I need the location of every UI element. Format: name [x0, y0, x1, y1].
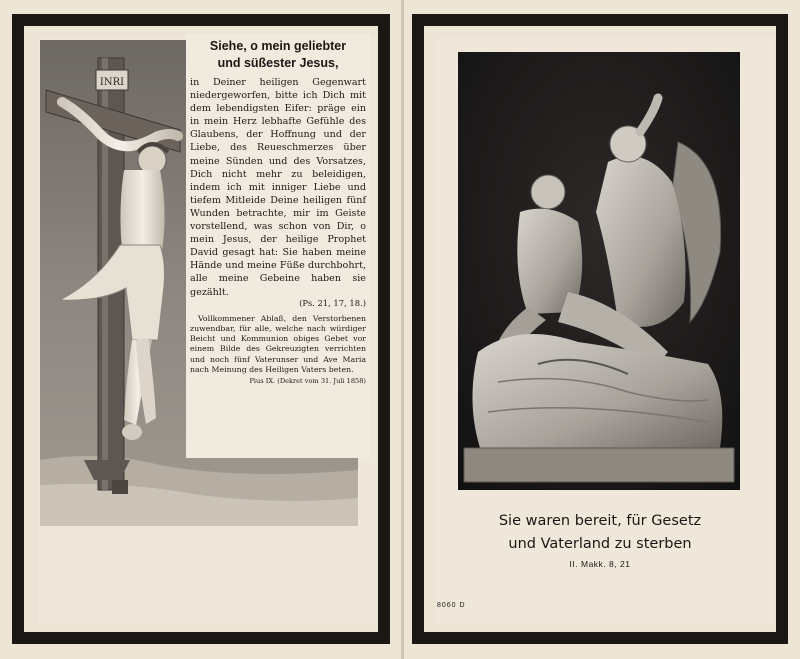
memorial-motto [440, 510, 760, 556]
prayer-title-line1: Siehe, o mein geliebter [209, 39, 347, 53]
prayer-body: in Deiner heiligen Gegenwart niedergeworfen, bitte ich Dich mit dem lebendigsten Eifer: präge ein in mein Herz lebhafte Gefühle des Glaubens, der Hoffnung und der Liebe, des Reueschmerzes über meine Sünden und des Vorsatzes, Dich nicht mehr zu beleidigen, indem ich mit inniger Liebe und tiefem Mitleide Deine heiligen fünf Wunden betrachte, mir im Geiste vorstellend, was schon von Dir, o mein Jesus, der heilige Prophet David gesagt hat: Sie haben meine Hände und meine Füße durchbohrt, alle meine Gebeine haben sie gezählt. [190, 77, 366, 298]
motto-line1: Sie waren bereit, für Gesetz [498, 513, 702, 529]
inri-text: INRI [99, 77, 125, 88]
motto-line2: und Vaterland zu sterben [508, 536, 692, 552]
prayer-reference: (Ps. 21, 17, 18.) [299, 297, 366, 308]
print-code: 8060 D [437, 602, 466, 609]
indulgence-reference: Pius IX. (Dekret vom 31. Juli 1858) [249, 377, 366, 386]
indulgence-note: Vollkommener Ablaß, den Verstorbenen zuwendbar, für alle, welche nach würdiger Beicht und Kommunion obiges Gebet vor einem Bilde des Gekreuzigten verrichten und noch fünf Vaterunser und Ave Maria nach Meinung des Heiligen Vaters beten. [190, 313, 366, 375]
angel-soldier-sculpture-image [458, 52, 740, 490]
prayer-title-line2: und süßester Jesus, [217, 56, 339, 70]
inri-sign [96, 70, 128, 90]
prayer-title [190, 38, 366, 72]
motto-reference: II. Makk. 8, 21 [569, 559, 631, 569]
prayer-text-box [186, 34, 370, 458]
